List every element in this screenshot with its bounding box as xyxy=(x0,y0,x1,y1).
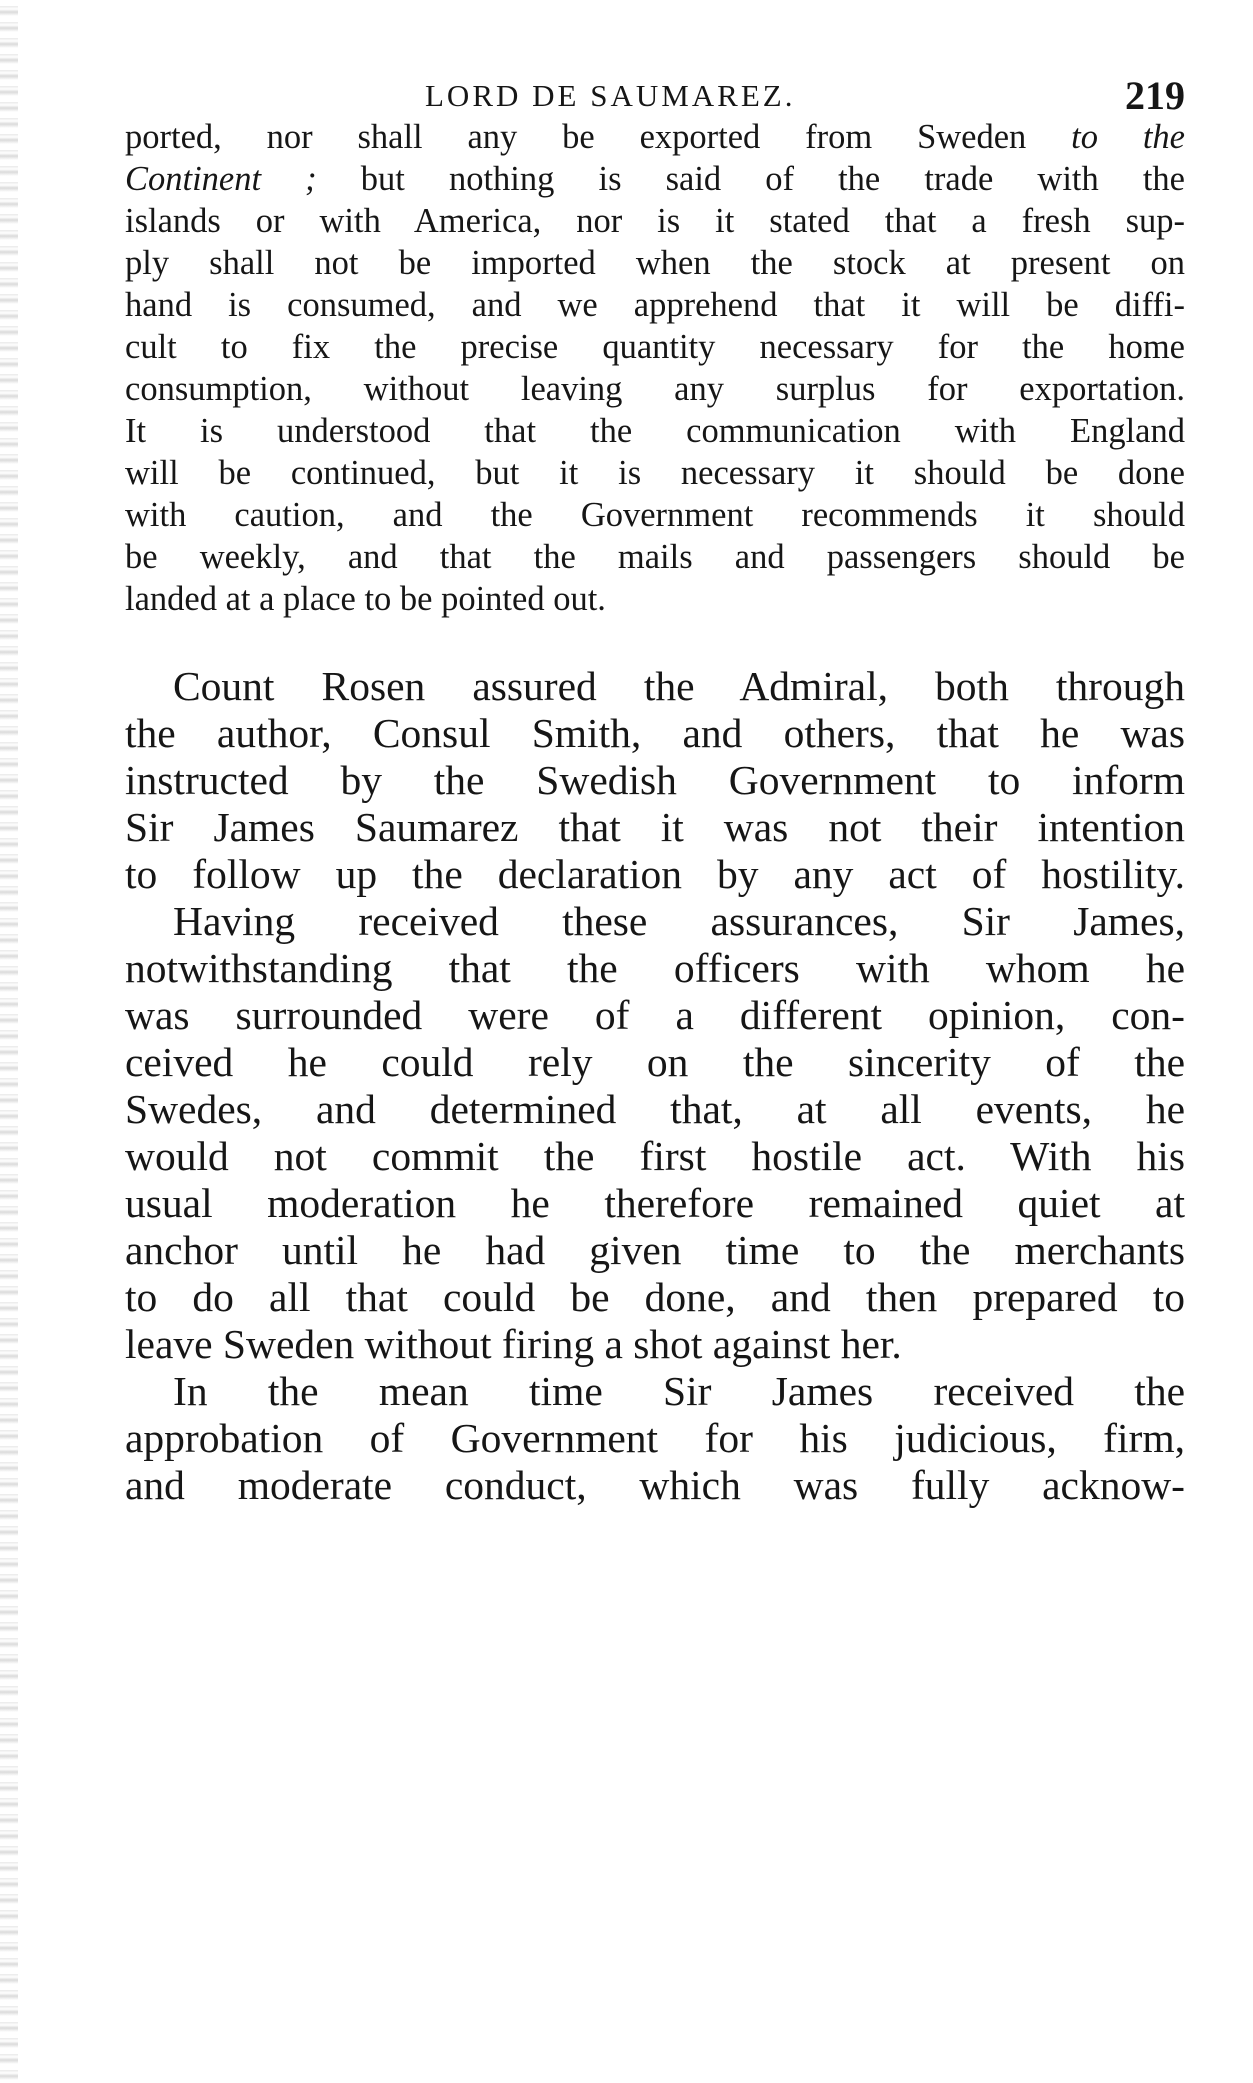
quote-line: ply shall not be imported when the stock at present on xyxy=(125,244,1185,282)
body-line: instructed by the Swedish Government to inform xyxy=(125,757,1185,803)
quote-line: islands or with America, nor is it stated that a fresh sup- xyxy=(125,202,1185,240)
body-line: ceived he could rely on the sincerity of the xyxy=(125,1039,1185,1085)
body-line: would not commit the first hostile act. With his xyxy=(125,1133,1185,1179)
quote-line: will be continued, but it is necessary it should be done xyxy=(125,454,1185,492)
quote-line: It is understood that the communication with England xyxy=(125,412,1185,450)
page-number: 219 xyxy=(1125,73,1185,118)
body-line: to follow up the declaration by any act of hostility. xyxy=(125,851,1185,897)
body-line: to do all that could be done, and then prepared to xyxy=(125,1274,1185,1320)
quote-line: hand is consumed, and we apprehend that it will be diffi- xyxy=(125,286,1185,324)
body-line: leave Sweden without firing a shot against her. xyxy=(125,1321,902,1367)
body-line: Count Rosen assured the Admiral, both through xyxy=(173,663,1185,709)
quote-line: consumption, without leaving any surplus for exportation. xyxy=(125,370,1185,408)
body-line: Having received these assurances, Sir James, xyxy=(173,898,1185,944)
body-line: anchor until he had given time to the merchants xyxy=(125,1227,1185,1273)
page-binding-edge xyxy=(0,0,18,2083)
body-line: Sir James Saumarez that it was not their intention xyxy=(125,804,1185,850)
body-line: usual moderation he therefore remained quiet at xyxy=(125,1180,1185,1226)
quote-line: with caution, and the Government recommends it should xyxy=(125,496,1185,534)
body-line: Swedes, and determined that, at all events, he xyxy=(125,1086,1185,1132)
body-line: the author, Consul Smith, and others, that he was xyxy=(125,710,1185,756)
quote-line: cult to fix the precise quantity necessary for the home xyxy=(125,328,1185,366)
running-title: LORD DE SAUMAREZ. xyxy=(425,78,796,113)
body-line: was surrounded were of a different opinion, con- xyxy=(125,992,1185,1038)
body-line: approbation of Government for his judicious, firm, xyxy=(125,1415,1185,1461)
quote-line: be weekly, and that the mails and passengers should be xyxy=(125,538,1185,576)
quote-line: Continent ; but nothing is said of the trade with the xyxy=(125,160,1185,198)
quote-line: ported, nor shall any be exported from Sweden to the xyxy=(125,118,1185,156)
body-line: notwithstanding that the officers with whom he xyxy=(125,945,1185,991)
body-line: and moderate conduct, which was fully acknow- xyxy=(125,1462,1185,1508)
body-line: In the mean time Sir James received the xyxy=(173,1368,1185,1414)
quote-line: landed at a place to be pointed out. xyxy=(125,580,606,618)
